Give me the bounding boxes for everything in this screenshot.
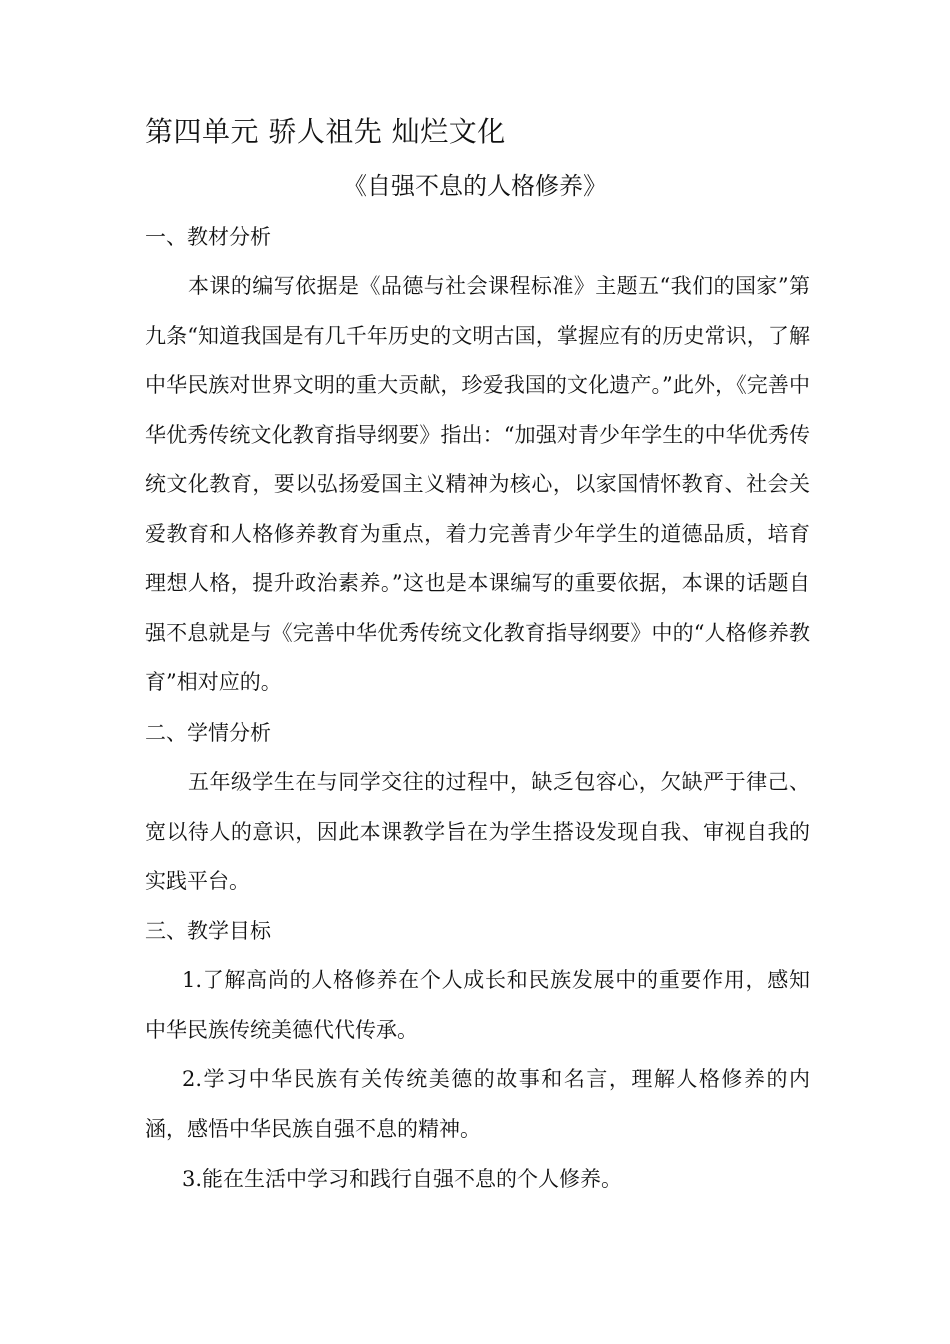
section-heading-student-analysis: 二、学情分析 bbox=[145, 721, 271, 745]
section-heading-teaching-goals: 三、教学目标 bbox=[145, 919, 271, 943]
student-analysis-paragraph: 五年级学生在与同学交往的过程中，缺乏包容心，欠缺严于律己、宽以待人的意识，因此本课教学旨在为学生搭设发现自我、审视自我的实践平台。 bbox=[145, 770, 810, 893]
teaching-goal-2: 2.学习中华民族有关传统美德的故事和名言，理解人格修养的内涵，感悟中华民族自强不息的精神。 bbox=[145, 1067, 810, 1141]
lesson-title: 《自强不息的人格修养》 bbox=[343, 172, 607, 200]
teaching-goal-3: 3.能在生活中学习和践行自强不息的个人修养。 bbox=[182, 1167, 623, 1191]
section-heading-textbook-analysis: 一、教材分析 bbox=[145, 225, 271, 249]
unit-title: 第四单元 骄人祖先 灿烂文化 bbox=[145, 115, 506, 148]
textbook-analysis-paragraph: 本课的编写依据是《品德与社会课程标准》主题五“我们的国家”第九条“知道我国是有几千年历史的文明古国，掌握应有的历史常识，了解中华民族对世界文明的重大贡献，珍爱我国的文化遗产。”此外，《完善中华优秀传统文化教育指导纲要》指出：“加强对青少年学生的中华优秀传统文化教育，要以弘扬爱国主义精神为核心，以家国情怀教育、社会关爱教育和人格修养教育为重点，着力完善青少年学生的道德品质，培育理想人格，提升政治素养。”这也是本课编写的重要依据，本课的话题自强不息就是与《完善中华优秀传统文化教育指导纲要》中的“人格修养教育”相对应的。 bbox=[145, 274, 810, 694]
teaching-goal-1: 1.了解高尚的人格修养在个人成长和民族发展中的重要作用，感知中华民族传统美德代代传承。 bbox=[145, 968, 810, 1042]
